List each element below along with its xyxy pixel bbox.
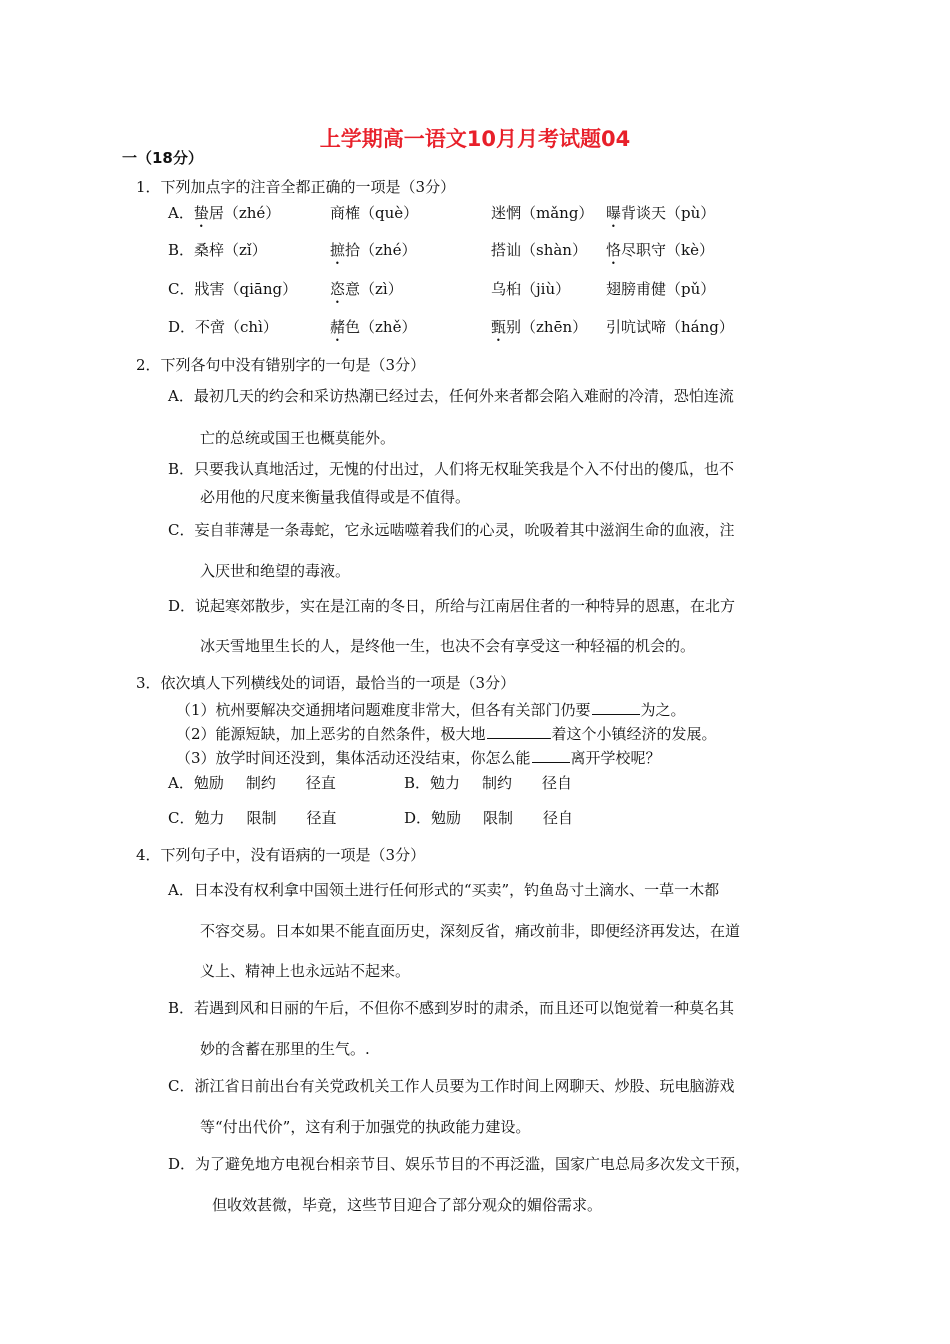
q4-option-c-line2: 等“付出代价”，这有利于加强党的执政能力建设。 [200, 1118, 531, 1136]
q1-stem: 1．下列加点字的注音全都正确的一项是（3分） [136, 178, 456, 196]
q4-stem: 4．下列句子中，没有语病的一项是（3分） [136, 846, 426, 864]
q2-option-b-line2: 必用他的尺度来衡量我值得或是不值得。 [200, 488, 471, 506]
q1-option-c-item4: 翅膀甫健（pǔ） [606, 280, 716, 298]
q3-sentence-1: （1）杭州要解决交通拥堵问题难度非常大，但各有关部门仍要 为之。 [176, 701, 686, 719]
q1-option-b-item2: 摭拾（zhé） [330, 241, 417, 259]
q3-blank-3 [532, 748, 570, 763]
q3-sentence-3: （3）放学时间还没到，集体活动还没结束，你怎么能 离开学校呢？ [176, 749, 661, 767]
q1-option-c-item1: C．戕害（qiāng） [168, 280, 298, 298]
q1-option-a-item4: 曝背谈天（pù） [606, 204, 716, 222]
q3-blank-1 [592, 700, 640, 715]
q4-option-a-line2: 不容交易。日本如果不能直面历史，深刻反省，痛改前非，即便经济再发达，在道 [200, 922, 741, 940]
q4-option-b-line1: B．若遇到风和日丽的午后，不但你不感到岁时的肃杀，而且还可以饱觉着一种莫名其 [168, 999, 735, 1017]
q1-option-a-item1: A．蛰居（zhé） [168, 204, 281, 222]
q1-option-d-item3: 甄别（zhēn） [491, 318, 588, 336]
q1-option-c-item3: 乌桕（jiù） [491, 280, 571, 298]
q2-option-c-line1: C．妄自菲薄是一条毒蛇，它永远啮噬着我们的心灵，吮吸着其中滋润生命的血液，注 [168, 521, 735, 539]
q2-option-c-line2: 入厌世和绝望的毒液。 [200, 562, 351, 580]
page-title: 上学期高一语文10月月考试题04 [319, 127, 631, 151]
q4-option-a-line3: 义上、精神上也永远站不起来。 [200, 962, 411, 980]
q1-option-d-item1: D．不啻（chì） [168, 318, 278, 336]
q3-stem: 3．依次填人下列横线处的词语，最恰当的一项是（3分） [136, 674, 516, 692]
q1-option-b-item1: B．桑梓（zǐ） [168, 241, 267, 259]
q1-option-d-item4: 引吭试啼（háng） [606, 318, 734, 336]
q1-option-b-item3: 搭讪（shàn） [491, 241, 587, 259]
q2-option-d-line2: 冰天雪地里生长的人，是终他一生，也决不会有享受这一种轻福的机会的。 [200, 637, 696, 655]
q2-stem: 2．下列各句中没有错别字的一句是（3分） [136, 356, 426, 374]
q2-option-d-line1: D．说起寒郊散步，实在是江南的冬日，所给与江南居住者的一种特异的恩惠，在北方 [168, 597, 736, 615]
q3-blank-2 [487, 724, 551, 739]
q3-option-c: C．勉力 限制 径直 [168, 809, 337, 827]
q1-option-c-item2: 恣意（zì） [330, 280, 403, 298]
q4-option-d-line1: D．为了避免地方电视台相亲节目、娱乐节目的不再泛滥，国家广电总局多次发文干预， [168, 1155, 751, 1173]
q4-option-d-line2: 但收效甚微，毕竟，这些节目迎合了部分观众的媚俗需求。 [212, 1196, 603, 1214]
q2-option-a-line1: A．最初几天的约会和采访热潮已经过去，任何外来者都会陷入难耐的冷清，恐怕连流 [168, 387, 734, 405]
section-heading: 一（18分） [122, 149, 203, 167]
q1-option-a-item2: 商榷（què） [330, 204, 419, 222]
q4-option-b-line2: 妙的含蓄在那里的生气。. [200, 1040, 370, 1058]
q1-option-b-item4: 恪尽职守（kè） [606, 241, 714, 259]
q3-sentence-2: （2）能源短缺，加上恶劣的自然条件，极大地 着这个小镇经济的发展。 [176, 725, 717, 743]
q2-option-b-line1: B．只要我认真地活过，无愧的付出过，人们将无权耻笑我是个入不付出的傻瓜，也不 [168, 460, 735, 478]
q2-option-a-line2: 亡的总统或国王也概莫能外。 [200, 429, 396, 447]
q4-option-a-line1: A．日本没有权利拿中国领土进行任何形式的“买卖”，钓鱼岛寸土滴水、一草一木都 [168, 881, 720, 899]
q1-option-a-item3: 迷惘（mǎng） [491, 204, 594, 222]
q3-option-b: B．勉力 制约 径自 [404, 774, 573, 792]
q1-option-d-item2: 赭色（zhě） [330, 318, 417, 336]
q3-option-d: D．勉励 限制 径自 [404, 809, 574, 827]
q3-option-a: A．勉励 制约 径直 [168, 774, 336, 792]
q4-option-c-line1: C．浙江省日前出台有关党政机关工作人员要为工作时间上网聊天、炒股、玩电脑游戏 [168, 1077, 735, 1095]
